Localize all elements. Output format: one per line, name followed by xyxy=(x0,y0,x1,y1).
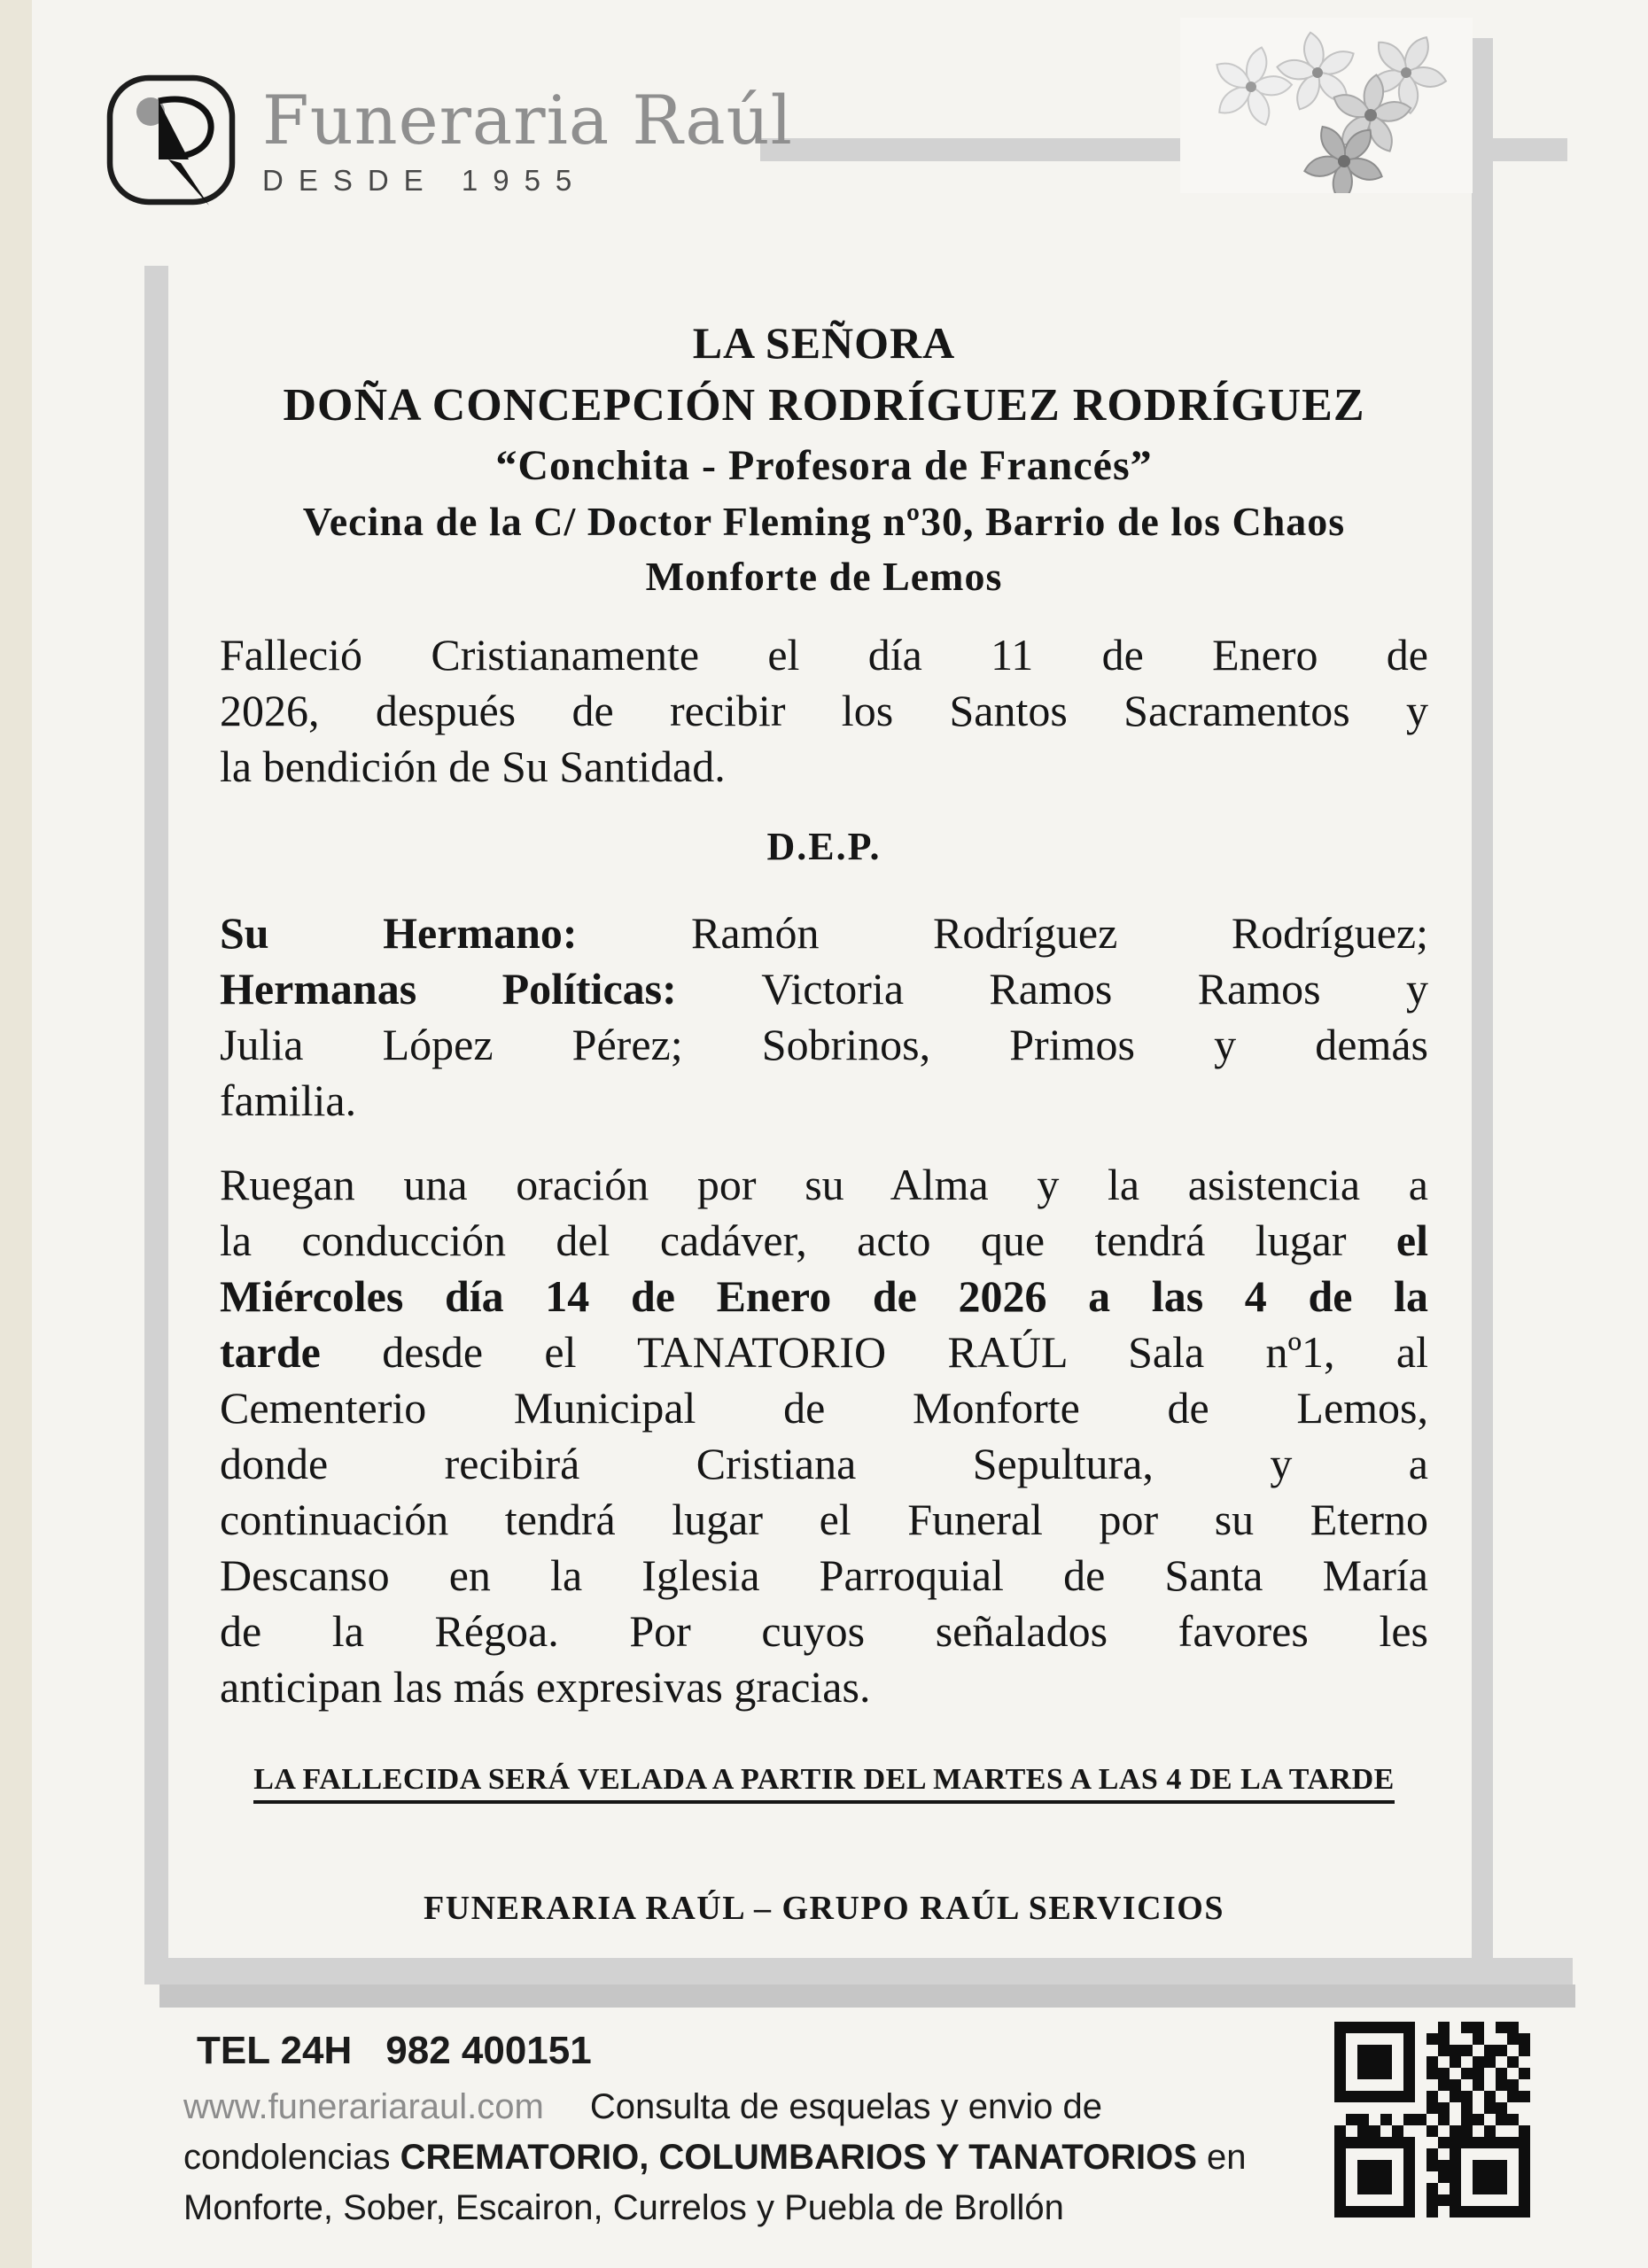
text-run: familia. xyxy=(220,1076,357,1125)
paragraph-line xyxy=(220,961,1428,1017)
deceased-town: Monforte de Lemos xyxy=(645,554,1003,599)
paragraph-line xyxy=(220,1604,1428,1659)
text-run: en xyxy=(1196,2138,1247,2177)
brand-header xyxy=(105,71,793,209)
paragraph-line xyxy=(220,1157,1428,1213)
text-run: continuación tendrá lugar el Funeral por su Eterno xyxy=(220,1495,1428,1544)
text-run: Victoria Ramos Ramos y xyxy=(676,964,1428,1014)
text-run: tarde xyxy=(220,1327,321,1377)
paragraph-line xyxy=(220,1324,1428,1380)
paragraph-line xyxy=(220,1017,1428,1073)
funeral-home-signature: FUNERARIA RAÚL – GRUPO RAÚL SERVICIOS xyxy=(423,1890,1224,1927)
paragraph-line xyxy=(220,905,1428,961)
footer-line-towns: Monforte, Sober, Escairon, Currelos y Puebla de Brollón xyxy=(183,2188,1064,2227)
phone-label: TEL 24H xyxy=(197,2029,353,2072)
funeraria-raul-logo-icon xyxy=(105,71,237,209)
text-run: de la Régoa. Por cuyos señalados favores les xyxy=(220,1606,1428,1656)
scan-edge-strip xyxy=(0,0,32,2268)
text-run: Falleció Cristianamente el día 11 de Enero de xyxy=(220,630,1428,680)
phone-line xyxy=(197,2029,592,2073)
wake-notice-text: LA FALLECIDA SERÁ VELADA A PARTIR DEL MARTES A LAS 4 DE LA TARDE xyxy=(253,1763,1395,1804)
text-run: la conducción del cadáver, acto que tendrá lugar xyxy=(220,1216,1396,1265)
paragraph-line xyxy=(220,683,1428,739)
text-run: Descanso en la Iglesia Parroquial de Santa María xyxy=(220,1550,1428,1600)
text-run: Ramón Rodríguez Rodríguez; xyxy=(577,908,1428,958)
services-text-1: Consulta de esquelas y envio de xyxy=(589,2087,1102,2126)
text-run: desde el TANATORIO RAÚL Sala nº1, al xyxy=(320,1327,1428,1377)
phone-number: 982 400151 xyxy=(385,2029,592,2072)
footer-line-website xyxy=(183,2082,1326,2132)
deceased-nickname: “Conchita - Profesora de Francés” xyxy=(495,442,1153,489)
paragraph-line xyxy=(220,1492,1428,1548)
paragraph-line xyxy=(220,1436,1428,1492)
text-run: CREMATORIO, COLUMBARIOS Y TANATORIOS xyxy=(400,2138,1197,2177)
death-paragraph xyxy=(220,627,1428,795)
text-run: Miércoles día 14 de Enero de 2026 a las 4 de la xyxy=(220,1271,1428,1321)
family-paragraph xyxy=(220,905,1428,1129)
dep-abbreviation: D.E.P. xyxy=(766,825,882,868)
text-run: 2026, después de recibir los Santos Sacramentos y xyxy=(220,686,1428,735)
text-run: donde recibirá Cristiana Sepultura, y a xyxy=(220,1439,1428,1488)
funeral-details-paragraph xyxy=(220,1157,1428,1715)
text-run: el xyxy=(1395,1216,1428,1265)
text-run: Ruegan una oración por su Alma y la asistencia a xyxy=(220,1160,1428,1209)
text-run: Cementerio Municipal de Monforte de Lemos, xyxy=(220,1383,1428,1433)
header-title: LA SEÑORA xyxy=(692,318,956,368)
footer-services xyxy=(183,2082,1326,2233)
paragraph-line xyxy=(220,1213,1428,1269)
text-run: Julia López Pérez; Sobrinos, Primos y demás xyxy=(220,1020,1428,1069)
text-run: condolencias xyxy=(183,2138,400,2177)
text-run: Su Hermano: xyxy=(220,908,578,958)
text-run: anticipan las más expresivas gracias. xyxy=(220,1662,871,1712)
paragraph-line xyxy=(220,627,1428,683)
brand-name: Funeraria Raúl xyxy=(262,81,793,159)
deceased-header xyxy=(220,312,1428,604)
wake-notice xyxy=(220,1763,1428,1797)
paragraph-line xyxy=(220,1659,1428,1715)
cross-icon xyxy=(1493,138,1567,161)
paragraph-line xyxy=(220,1073,1428,1129)
brand-text xyxy=(262,71,793,198)
frame-bottom-shadow xyxy=(159,1984,1575,2008)
paragraph-line xyxy=(220,1380,1428,1436)
qr-code xyxy=(1334,2022,1530,2218)
deceased-name: DOÑA CONCEPCIÓN RODRÍGUEZ RODRÍGUEZ xyxy=(283,380,1365,431)
deceased-address: Vecina de la C/ Doctor Fleming nº30, Barrio de los Chaos xyxy=(302,499,1346,544)
text-run: Hermanas Políticas: xyxy=(220,964,677,1014)
paragraph-line xyxy=(220,1269,1428,1324)
plumeria-flowers-image xyxy=(1180,18,1473,193)
paragraph-line xyxy=(220,739,1428,795)
website-link: www.funerariaraul.com xyxy=(183,2087,544,2126)
brand-since: DESDE 1955 xyxy=(262,164,587,197)
paragraph-line xyxy=(220,1548,1428,1604)
frame-bottom-bar xyxy=(144,1958,1573,1984)
frame-right-bar xyxy=(1472,38,1493,1960)
footer-line-facilities xyxy=(183,2132,1326,2183)
text-run: la bendición de Su Santidad. xyxy=(220,742,726,791)
frame-left-bar xyxy=(144,266,168,1960)
